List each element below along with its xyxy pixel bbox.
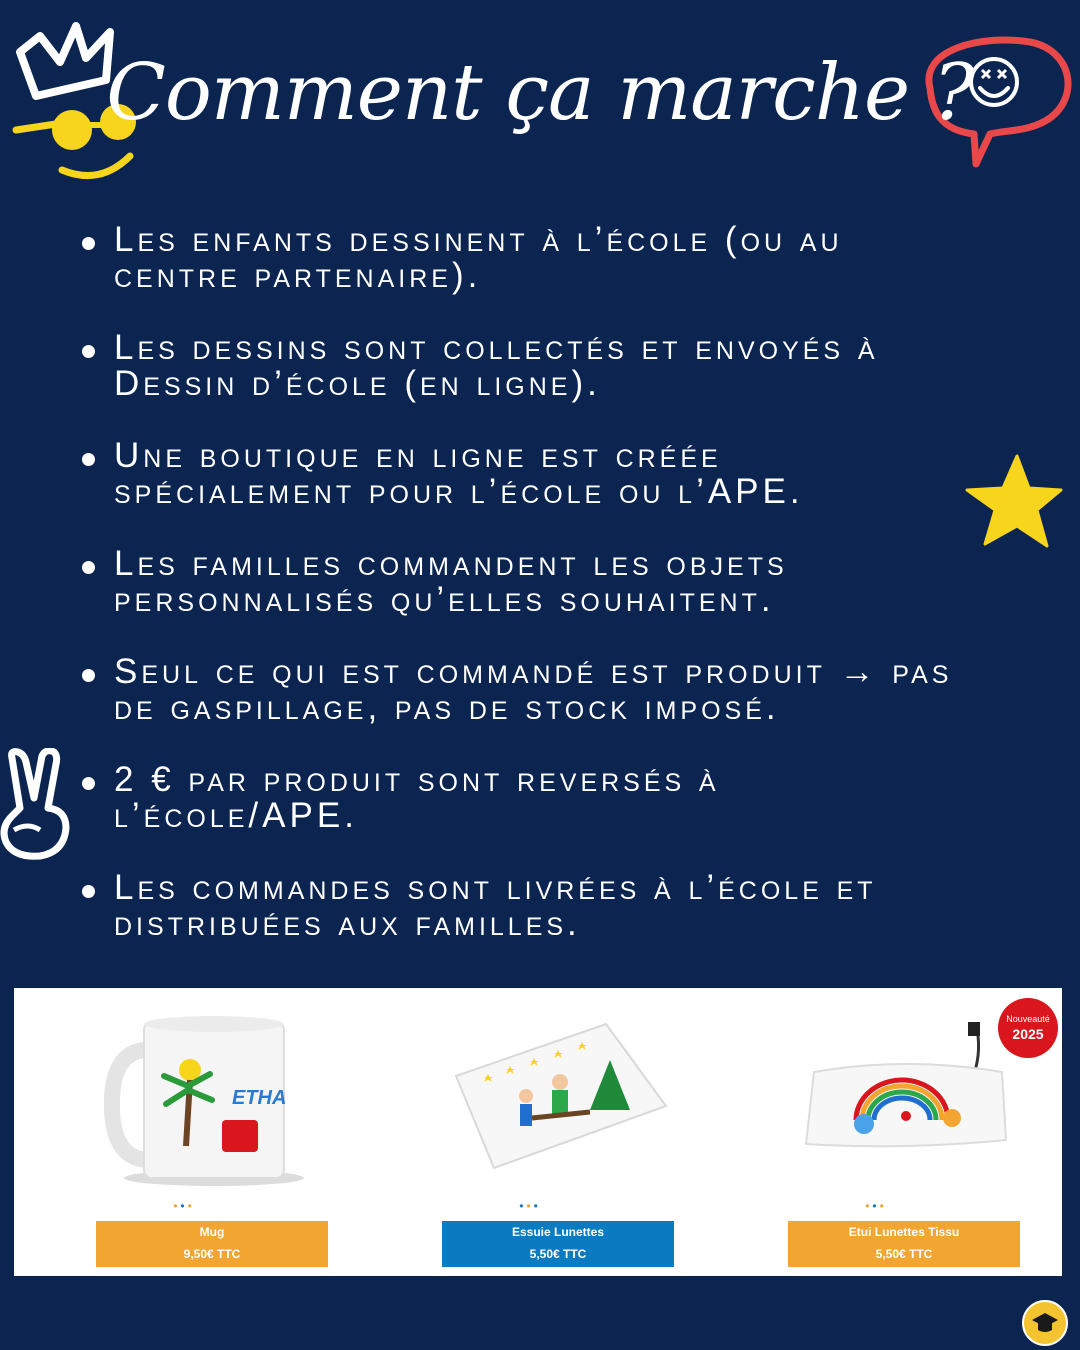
product-card-essuie-lunettes[interactable] [360,988,700,1280]
step-line-2: personnalisés qu’elles souhaitent. [114,580,775,619]
product-name: Etui Lunettes Tissu [848,1225,960,1239]
step-line-1: Les enfants dessinent à l’école (ou au [114,220,843,259]
list-item [80,546,1030,654]
product-card-mug[interactable] [14,988,354,1280]
bullet-dot [82,561,95,574]
step-line-1: Seul ce qui est commandé est produit → pas [114,652,953,691]
badge-label: Nouveauté [1006,1014,1050,1024]
mug-image [14,1000,354,1190]
step-line-1: Les dessins sont collectés et envoyés à [114,328,879,367]
product-price: 5,50€ TTC [529,1247,587,1261]
step-line-2: de gaspillage, pas de stock imposé. [114,688,780,727]
product-name: Essuie Lunettes [511,1225,605,1239]
step-line-2: spécialement pour l’école ou l’APE. [114,472,804,511]
carousel-dots[interactable]: ••• [173,1199,195,1213]
glasses-pouch-image [706,1000,1046,1190]
bullet-dot [82,237,95,250]
list-item [80,330,1030,438]
logo-icon [1022,1300,1068,1346]
step-line-1: Une boutique en ligne est créée [114,436,722,475]
carousel-dots[interactable]: ••• [865,1199,887,1213]
product-name: Mug [199,1225,225,1239]
carousel-dots[interactable]: ••• [519,1199,541,1213]
step-line-2: centre partenaire). [114,256,482,295]
badge-year: 2025 [1012,1026,1044,1042]
peace-hand-icon [0,748,74,864]
product-price: 9,50€ TTC [183,1247,241,1261]
page-title: Comment ça marche ? [106,48,974,138]
list-item [80,222,1030,330]
graduation-cap-icon [1024,1302,1066,1344]
product-price: 5,50€ TTC [875,1247,933,1261]
cloth-image [360,1000,700,1190]
bullet-dot [82,885,95,898]
product-label[interactable] [442,1221,674,1267]
step-line-1: 2 € par produit sont reversés à [114,760,720,799]
step-line-2: distribuées aux familles. [114,904,581,943]
step-line-1: Les commandes sont livrées à l’école et [114,868,877,907]
products-panel [12,986,1064,1278]
product-label[interactable] [96,1221,328,1267]
step-line-1: Les familles commandent les objets [114,544,788,583]
list-item [80,438,1030,546]
bullet-dot [82,669,95,682]
svg-text:ETHA: ETHA [232,1087,287,1109]
bullet-dot [82,345,95,358]
steps-list [80,222,1030,978]
product-card-etui-lunettes[interactable] [706,988,1046,1280]
step-line-2: l’école/APE. [114,796,358,835]
step-line-2: Dessin d’école (en ligne). [114,364,601,403]
list-item [80,762,1030,870]
list-item [80,654,1030,762]
product-label[interactable] [788,1221,1020,1267]
bullet-dot [82,777,95,790]
new-badge [998,998,1058,1058]
bullet-dot [82,453,95,466]
list-item [80,870,1030,978]
